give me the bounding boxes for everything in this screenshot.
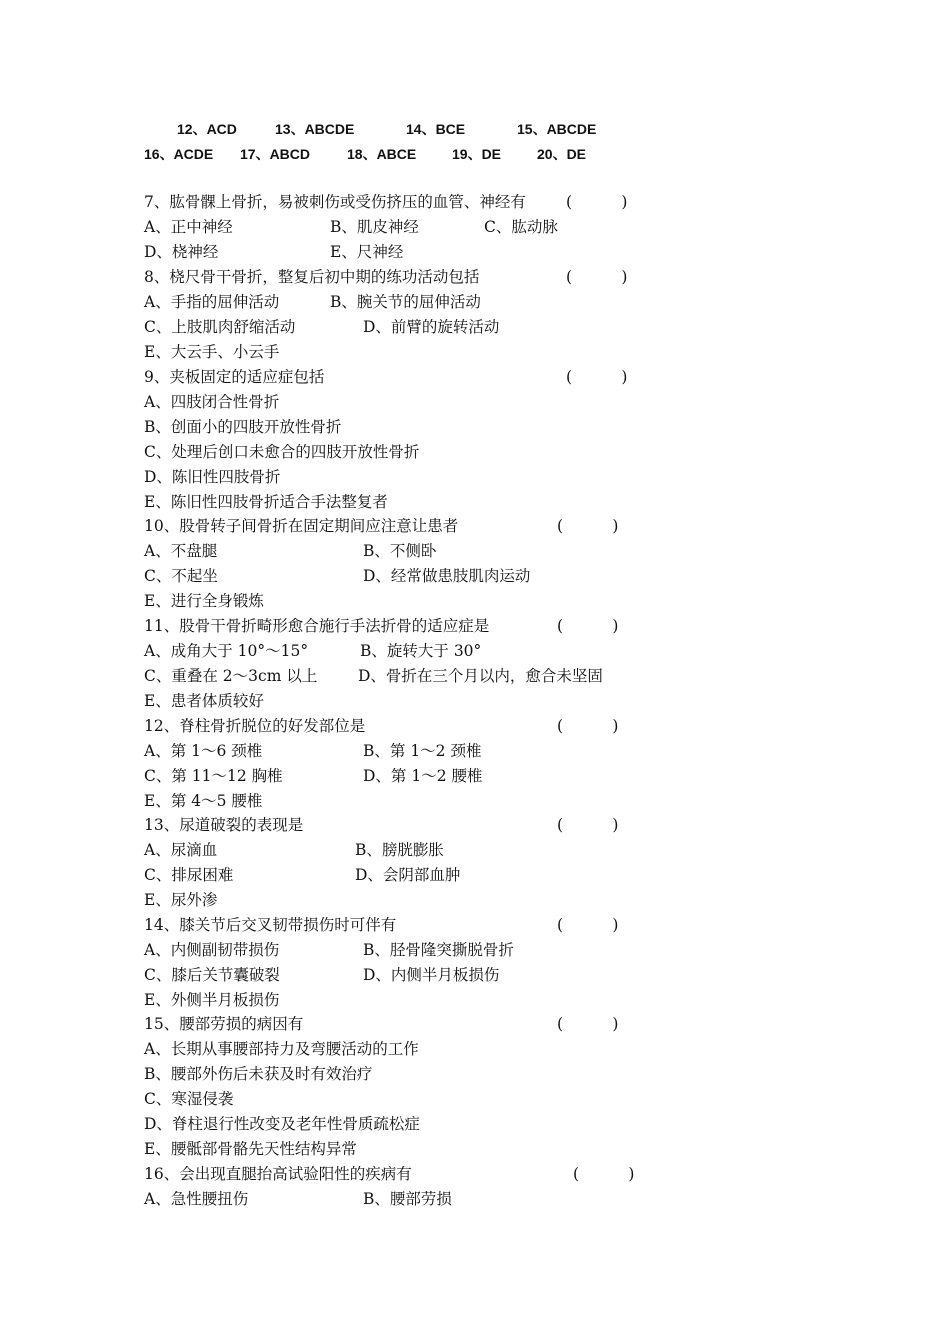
question-7-stem: 7、肱骨髁上骨折，易被刺伤或受伤挤压的血管、神经有	[144, 193, 526, 211]
answer-20: 20、DE	[537, 146, 587, 162]
answer-14: 14、BCE	[406, 121, 466, 137]
question-16-blank: ( )	[573, 1165, 635, 1183]
question-16-option-a: A、急性腰扭伤	[144, 1190, 249, 1208]
question-8-option-b: B、腕关节的屈伸活动	[330, 293, 481, 311]
question-16-stem: 16、会出现直腿抬高试验阳性的疾病有	[144, 1165, 412, 1183]
question-9-stem: 9、夹板固定的适应症包括	[144, 368, 325, 386]
answer-18: 18、ABCE	[347, 146, 417, 162]
question-13-stem: 13、尿道破裂的表现是	[144, 816, 304, 834]
question-14-option-c: C、膝后关节囊破裂	[144, 966, 280, 984]
question-7-option-b: B、肌皮神经	[330, 218, 419, 236]
answer-17: 17、ABCD	[240, 146, 311, 162]
question-9-option-e: E、陈旧性四肢骨折适合手法整复者	[144, 493, 388, 511]
question-12-option-c: C、第 11～12 胸椎	[144, 767, 283, 785]
question-11-blank: ( )	[557, 617, 619, 635]
answer-13: 13、ABCDE	[275, 121, 355, 137]
question-11-option-e: E、患者体质较好	[144, 692, 264, 710]
question-8-option-e: E、大云手、小云手	[144, 343, 280, 361]
question-13-option-e: E、尿外渗	[144, 891, 218, 909]
question-15-stem: 15、腰部劳损的病因有	[144, 1015, 304, 1033]
question-15-option-b: B、腰部外伤后未获及时有效治疗	[144, 1065, 373, 1083]
question-14-option-a: A、内侧副韧带损伤	[144, 941, 280, 959]
question-15-option-e: E、腰骶部骨骼先天性结构异常	[144, 1140, 357, 1158]
question-10-option-b: B、不侧卧	[363, 542, 437, 560]
question-8-option-d: D、前臂的旋转活动	[363, 318, 500, 336]
question-13-option-d: D、会阴部血肿	[355, 866, 461, 884]
question-10-option-c: C、不起坐	[144, 567, 218, 585]
question-9-blank: ( )	[566, 368, 628, 386]
question-12-option-e: E、第 4～5 腰椎	[144, 792, 263, 810]
answer-12: 12、ACD	[177, 121, 237, 137]
question-10-option-a: A、不盘腿	[144, 542, 218, 560]
answer-16: 16、ACDE	[144, 146, 214, 162]
question-13-option-b: B、膀胱膨胀	[355, 841, 444, 859]
question-12-blank: ( )	[557, 717, 619, 735]
question-14-option-e: E、外侧半月板损伤	[144, 991, 280, 1009]
question-14-blank: ( )	[557, 916, 619, 934]
question-8-option-a: A、手指的屈伸活动	[144, 293, 280, 311]
question-7-option-c: C、肱动脉	[484, 218, 558, 236]
question-10-stem: 10、股骨转子间骨折在固定期间应注意让患者	[144, 517, 459, 535]
question-11-option-c: C、重叠在 2～3cm 以上	[144, 667, 318, 685]
question-7-option-a: A、正中神经	[144, 218, 233, 236]
question-15-option-d: D、脊柱退行性改变及老年性骨质疏松症	[144, 1115, 420, 1133]
question-10-blank: ( )	[557, 517, 619, 535]
question-13-option-c: C、排尿困难	[144, 866, 234, 884]
answer-19: 19、DE	[452, 146, 502, 162]
question-13-blank: ( )	[557, 816, 619, 834]
question-11-option-d: D、骨折在三个月以内，愈合未坚固	[358, 667, 603, 685]
question-10-option-d: D、经常做患肢肌肉运动	[363, 567, 531, 585]
question-7-option-e: E、尺神经	[330, 243, 404, 261]
question-14-stem: 14、膝关节后交叉韧带损伤时可伴有	[144, 916, 397, 934]
question-12-stem: 12、脊柱骨折脱位的好发部位是	[144, 717, 366, 735]
question-15-option-a: A、长期从事腰部持力及弯腰活动的工作	[144, 1040, 419, 1058]
question-15-blank: ( )	[557, 1015, 619, 1033]
question-11-option-a: A、成角大于 10°～15°	[144, 642, 309, 660]
question-7-option-d: D、桡神经	[144, 243, 219, 261]
question-14-option-d: D、内侧半月板损伤	[363, 966, 500, 984]
answer-15: 15、ABCDE	[517, 121, 597, 137]
question-9-option-d: D、陈旧性四肢骨折	[144, 468, 281, 486]
question-13-option-a: A、尿滴血	[144, 841, 218, 859]
question-7-blank: ( )	[566, 193, 628, 211]
question-16-option-b: B、腰部劳损	[363, 1190, 452, 1208]
question-14-option-b: B、胫骨隆突撕脱骨折	[363, 941, 514, 959]
question-8-stem: 8、桡尺骨干骨折，整复后初中期的练功活动包括	[144, 268, 480, 286]
question-9-option-b: B、创面小的四肢开放性骨折	[144, 418, 342, 436]
question-10-option-e: E、进行全身锻炼	[144, 592, 264, 610]
question-11-stem: 11、股骨干骨折畸形愈合施行手法折骨的适应症是	[144, 617, 490, 635]
question-12-option-a: A、第 1～6 颈椎	[144, 742, 263, 760]
question-8-blank: ( )	[566, 268, 628, 286]
question-12-option-b: B、第 1～2 颈椎	[363, 742, 482, 760]
question-11-option-b: B、旋转大于 30°	[360, 642, 482, 660]
question-9-option-c: C、处理后创口未愈合的四肢开放性骨折	[144, 443, 420, 461]
question-12-option-d: D、第 1～2 腰椎	[363, 767, 483, 785]
question-8-option-c: C、上肢肌肉舒缩活动	[144, 318, 296, 336]
question-15-option-c: C、寒湿侵袭	[144, 1090, 234, 1108]
question-9-option-a: A、四肢闭合性骨折	[144, 393, 280, 411]
